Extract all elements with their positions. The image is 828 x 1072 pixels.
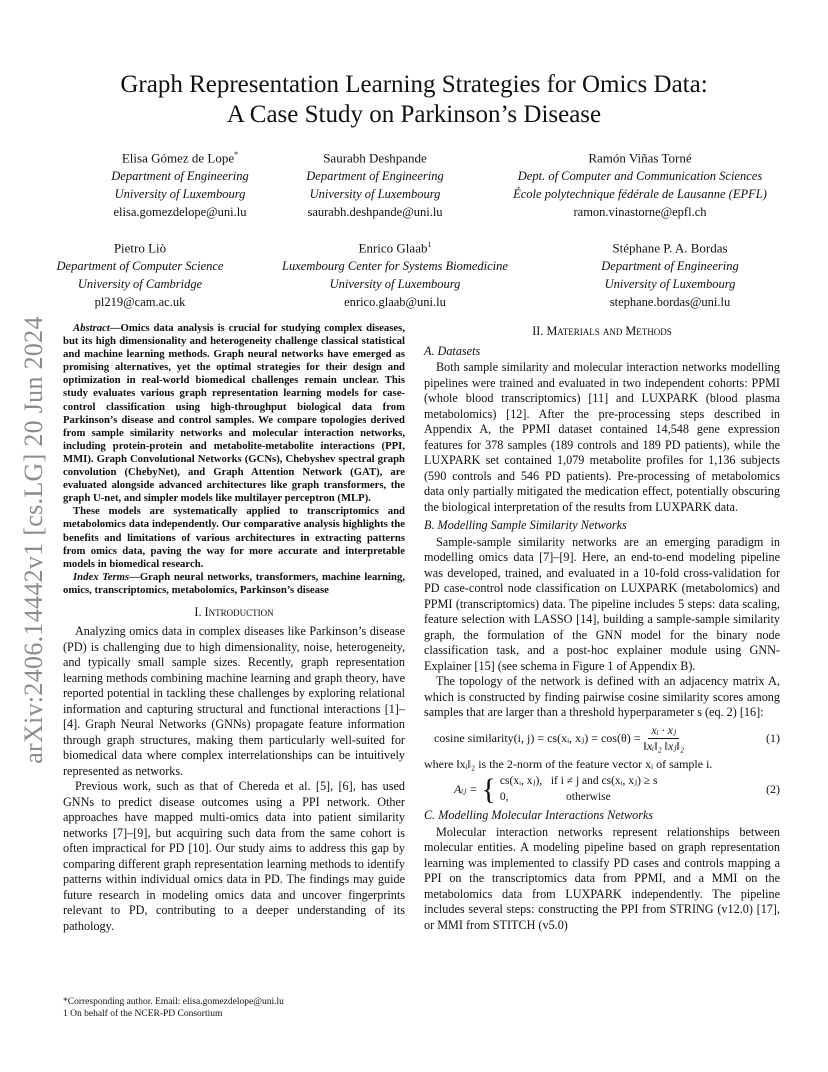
- author-email: elisa.gomezdelope@uni.lu: [113, 205, 247, 220]
- subsection-datasets: A. Datasets: [424, 343, 481, 358]
- equation-2: Aᵢⱼ = { cs(xᵢ, xⱼ), if i ≠ j and cs(xᵢ, xⱼ) ≥ s 0, otherwise (2): [454, 772, 780, 806]
- author-dept: Department of Computer Science: [56, 259, 224, 274]
- author-name: Enrico Glaab: [358, 240, 428, 256]
- author-dept: Luxembourg Center for Systems Biomedicine: [282, 259, 508, 274]
- author-email: enrico.glaab@uni.lu: [344, 295, 446, 310]
- eq2-lhs: Aᵢⱼ =: [454, 781, 478, 796]
- author-inst: University of Cambridge: [77, 277, 203, 292]
- abstract: Abstract—Omics data analysis is crucial for studying complex diseases, but its high dimensionality and heterogeneity challenge classical statistical and machine learning methods. Graph neural networks have emerged as promising alternatives, yet the optimal strategies for their design and optimization in real-world biomedical challenges remain unclear. This study evaluates various graph representation learning models for case-control classification using high-throughput biological data from Parkinson’s disease and control samples. We compare topologies derived from sample similarity networks and molecular interaction networks, including protein-protein and metabolite-metabolite interactions (PPI, MMI). Graph Convolutional Networks (GCNs), Chebyshev spectral graph convolution (ChebyNet), and Graph Attention Network (GAT), are evaluated alongside advanced architectures like graph transformers, the graph U-net, and simpler models like multilayer perceptron (MLP).: [63, 322, 405, 505]
- author-dept: Department of Engineering: [111, 169, 249, 184]
- author-dept: Department of Engineering: [601, 259, 739, 274]
- eq1-lhs: cosine similarity(i, j) = cs(xᵢ, xⱼ) = cos(θ) =: [434, 730, 641, 745]
- eq1-number: (1): [766, 730, 780, 745]
- author-block: Enrico Glaab$^1$ Luxembourg Center for Systems Biomedicine University of Luxembourg enrico.glaab@uni.lu: [265, 236, 525, 311]
- abstract-paragraph-2: These models are systematically applied to transcriptomics and metabolomics data independently. Our comparative analysis highlights the benefits and limitations of various architectures in extracting patterns from omics data, paving the way for more accurate and interpretable models in biomedical research.: [63, 505, 405, 570]
- eq2-case-1: cs(xᵢ, xⱼ), if i ≠ j and cs(xᵢ, xⱼ) ≥ s: [499, 775, 658, 787]
- paper-title: [60, 70, 768, 130]
- intro-paragraph-1: Analyzing omics data in complex diseases like Parkinson’s disease (PD) is challenging due to high dimensionality, noise, heterogeneity, and typically small sample sizes. Recently, graph representation learning methods combining machine learning and graph theory, have reported potential in tackling these challenges by exploring relational information and capturing structural and functional interactions [1]–[4]. Graph Neural Networks (GNNs) propagate feature information through graph structures, making them particularly well-suited for biomedical data where complex interrelationships can be intuitively represented as networks.: [63, 624, 405, 778]
- author-name: Ramón Viñas Torné: [588, 150, 692, 166]
- equation-where: where ‖xᵢ‖₂ is the 2-norm of the feature vector xᵢ of sample i.: [424, 756, 713, 771]
- arxiv-identifier: arXiv:2406.14442v1 [cs.LG] 20 Jun 2024: [19, 316, 48, 764]
- author-name: Pietro Liò: [113, 240, 167, 256]
- subsection-molecular-interactions: C. Modelling Molecular Interactions Networks: [424, 808, 654, 822]
- eq2-number: (2): [766, 781, 780, 796]
- equation-1: [424, 723, 780, 755]
- author-block: [275, 146, 475, 221]
- left-column: [63, 322, 405, 934]
- author-dept: Department of Engineering: [306, 169, 444, 184]
- author-inst: École polytechnique fédérale de Lausanne (EPFL): [513, 187, 767, 202]
- title-line-1: Graph Representation Learning Strategies for Omics Data:: [120, 71, 708, 98]
- author-email: stephane.bordas@uni.lu: [609, 295, 731, 310]
- author-inst: University of Luxembourg: [309, 187, 441, 202]
- eq2-case-2: 0, otherwise: [499, 790, 611, 803]
- footnote-consortium: 1 On behalf of the NCER-PD Consortium: [63, 1009, 223, 1019]
- footnote-corresponding: *Corresponding author. Email: elisa.gomezdelope@uni.lu: [63, 997, 284, 1007]
- subsection-sample-similarity: B. Modelling Sample Similarity Networks: [424, 518, 627, 532]
- author-email: saurabh.deshpande@uni.lu: [307, 205, 443, 220]
- author-email: pl219@cam.ac.uk: [94, 295, 186, 310]
- molecular-paragraph: Molecular interaction networks represent relationships between molecular entities. A modeling pipeline based on graph representation learning was implemented to classify PD cases and controls mapping a PPI on the transcriptomics data from PPMI, and a MMI on the metabolomics data from LUXPARK independently. The pipeline includes several steps: constructing the PPI from STRING (v12.0) [17], or MMI from STITCH (v5.0): [424, 824, 780, 932]
- author-block: [40, 236, 240, 311]
- author-block: Elisa Gómez de Lope* Department of Engineering University of Luxembourg elisa.gomezdelope@uni.lu: [75, 146, 285, 221]
- author-name: Saurabh Deshpande: [323, 150, 427, 166]
- author-name: Elisa Gómez de Lope: [121, 150, 235, 166]
- footnotes: [63, 996, 405, 1020]
- section-heading-introduction: I. Introduction: [194, 604, 274, 619]
- ssn-paragraph-2: The topology of the network is defined with an adjacency matrix A, which is constructed by finding pairwise cosine similarity scores among samples that are larger than a threshold hyperparameter s (eq. 2) [16]:: [424, 674, 780, 719]
- intro-paragraph-2: Previous work, such as that of Chereda et al. [5], [6], has used GNNs to predict disease outcomes using a PPI network. Other approaches have mapped multi-omics data into patient similarity networks [7]–[9], but acquiring such data from the same cohort is often impractical for PD [10]. Our study aims to address this gap by comparing different graph representation learning methods to identify patterns within individual omics data in PD. The findings may guide future research in modeling omics data and uncover fingerprints relevant to PD, contributing to a deeper understanding of its pathology.: [63, 779, 405, 933]
- index-terms: Index Terms—Graph neural networks, transformers, machine learning, omics, transcriptomics, metabolomics, Parkinson’s disease: [63, 570, 405, 596]
- eq1-denominator: ‖xᵢ‖₂ ‖xⱼ‖₂: [643, 739, 685, 753]
- author-email: ramon.vinastorne@epfl.ch: [573, 205, 707, 220]
- right-column: [424, 322, 780, 933]
- section-heading-methods: II. Materials and Methods: [532, 324, 672, 338]
- author-inst: University of Luxembourg: [329, 277, 461, 292]
- author-name: Stéphane P. A. Bordas: [612, 240, 728, 256]
- datasets-paragraph: Both sample similarity and molecular interaction networks modelling pipelines were trained and evaluated in two independent cohorts: PPMI (whole blood transcriptomics) [11] and LUXPARK (blood plasma metabolomics) [12]. After the pre-processing steps described in Appendix A, the PPMI dataset contained 14,548 gene expression features for 378 samples (189 controls and 189 PD patients), while the LUXPARK set contained 1,079 metabolite profiles for 1,136 subjects (590 controls and 546 PD patients). Pre-processing of metabolomics data only partially mitigated the medication effect, potentially obscuring the biological interpretation of the results from LUXPARK data.: [424, 360, 780, 514]
- ssn-paragraph-1: Sample-sample similarity networks are an emerging paradigm in modelling omics data [7]–[9]. Here, an end-to-end modeling pipeline was developed, trained, and evaluated in a 10-fold cross-validation for PD case-control node classification on LUXPARK (metabolomics) and PPMI (transcriptomics) data. The pipeline includes 5 steps: data scaling, feature selection with LASSO [14], building a sample-sample similarity graph, the formulation of the GNN model for the binary node classification task, and a post-hoc explainer module using GNN-Explainer [15] (see schema in Figure 1 of Appendix B).: [424, 534, 780, 673]
- eq1-numerator: xᵢ · xⱼ: [648, 723, 679, 740]
- author-block: [490, 146, 790, 221]
- author-block: [560, 236, 780, 311]
- author-inst: University of Luxembourg: [114, 187, 246, 202]
- author-dept: Dept. of Computer and Communication Sciences: [517, 169, 763, 184]
- title-line-2: A Case Study on Parkinson’s Disease: [226, 101, 602, 128]
- author-inst: University of Luxembourg: [604, 277, 736, 292]
